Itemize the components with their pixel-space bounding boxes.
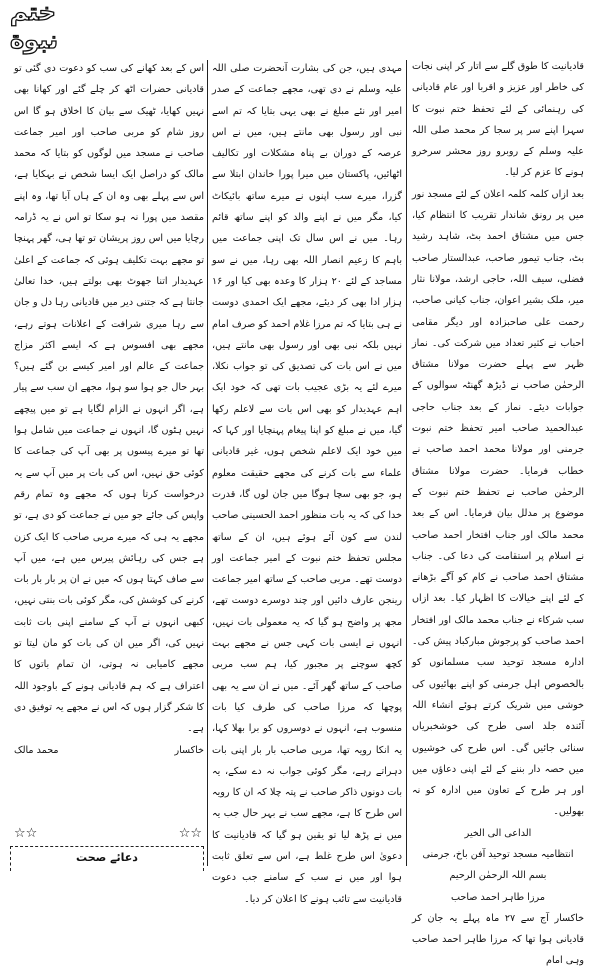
signature-line: انتظامیہ مسجد توحید آفن باخ، جرمنی [422, 848, 574, 860]
column-divider [406, 60, 407, 866]
paragraph: بعد ازاں کلمہ کلمہ اعلان کے لئے مسجد نور میں پر رونق شاندار تقریب کا انتظام کیا، جس میں مشتاق احمد بٹ، شاہد رشید بٹ، جناب تیمور صاحب، عبدالستار صاحب فضلی، سیف اللہ، حاجی ارشد، مولانا نثار میر، ملک بشیر اعوان، جناب کیانی صاحب، رحمت علی صاحبزادہ اور دیگر مقامی احباب نے کثیر تعداد میں شرکت کی۔ نماز ظہر سے پہلے حضرت مولانا مشتاق الرحمٰن صاحب نے ڈیڑھ گھنٹہ سوالوں کے جوابات دیئے۔ نماز کے بعد جناب حاجی عبدالحمید صاحب امیر تحفظ ختم نبوت جرمنی اور مولانا محمد احمد صاحب نے خطاب فرمایا۔ حضرت مولانا مشتاق الرحمٰن صاحب نے تحفظ ختم نبوت کے موضوع پر مدلل بیان فرمایا۔ اس کے بعد محمد مالک اور جناب افتخار احمد صاحب نے اسلام پر استقامت کی دعا کی۔ جناب مشتاق احمد صاحب نے کام کو آگے بڑھانے کے لئے اپنے خیالات کا اظہار کیا۔ بعد ازاں سب شرکاء نے جناب محمد مالک اور افتخار احمد صاحب کو پرجوش مبارکباد پیش کی۔ ادارہ مسجد توحید سب مسلمانوں کو بالخصوص اہل جرمنی کو اپنے بھائیوں کی خوشی میں شریک کرتے ہوئے انشاء اللہ آئندہ جلد اسی طرح کی خوشخبریاں سنائی جائیں گی۔ اس طرح کی خوشیوں میں حصہ دار بننے کے لئے اپنی دعاؤں میں اور ہر طرح کے تعاون میں ادارہ کو نہ بھولیں۔ [412, 188, 584, 818]
signature-line: مرزا طاہر احمد صاحب [451, 891, 545, 903]
signature-closing: خاکسار [174, 744, 204, 756]
masthead-title: ختم نبوة [10, 0, 59, 54]
paragraph: خاکسار آج سے ۲۷ ماہ پہلے یہ جان کر قادیانی ہوا تھا کہ مرزا طاہر احمد صاحب وہی امام [412, 912, 584, 967]
star-icon: ☆☆ [14, 826, 38, 841]
paragraph: مہدی ہیں، جن کی بشارت آنحضرت صلی اللہ علیہ وسلم نے دی تھی، مجھے جماعت کے صدر امیر اور نئے مبلغ نے بھی یہی بتایا کہ تم اسے نبی اور رسول بھی مانتے ہیں، میں نے اس عرصہ کے دوران بے پناہ مشکلات اور تکالیف اٹھائیں، پاکستان میں میرا پورا خاندان ابتلا سے گزرا، میرے سب اپنوں نے میرے ساتھ بائیکاٹ کیا، مگر میں نے اپنے والد کو اپنے ساتھ قائم رہا۔ میں نے اس سال تک اپنی جماعت میں باہم کا زعیم انصار اللہ بھی رہا، میں نے سو مساجد کے لئے ۲۰ ہزار کا وعدہ بھی کیا اور ۱۶ ہزار ادا بھی کر دیئے، مجھے ایک احمدی دوست نے ہی بتایا کہ تم مرزا غلام احمد کو صرف امام نہیں بلکہ نبی بھی اور رسول بھی مانتے ہیں، میں نے اس بات کی تصدیق کی تو جواب نکلا، میرے لئے یہ بڑی عجیب بات تھی کہ خود ایک اہم عہدیدار کو بھی اس بات سے لاعلم رکھا گیا، میں نے مبلغ کو اپنا پیغام پہنچایا اور کہا کہ میں خود ایک لاعلم شخص ہوں، غیر قادیانی علماء سے بات کرنے کی مجھے حقیقت معلوم ہو، جو بھی سچا ہوگا میں جان لوں گا، قدرت خدا کی کہ یہ بات منظور احمد الحسینی صاحب لندن سے کون آئے ہوئے ہیں، ان کے ساتھ مجلس تحفظ ختم نبوت کے امیر جماعت اور دوست تھے۔ مربی صاحب کے ساتھ امیر جماعت رینجن عارف دائیں اور چند دوسرے دوست تھے، مجھ پر واضح ہو گیا کہ یہ معمولی بات نہیں، انہوں نے ایسی بات کہی جس نے مجھے بہت کچھ سوچنے پر مجبور کیا، ہم سب مربی صاحب کے ساتھ گھر آئے۔ میں نے ان سے یہ بھی پوچھا کہ مرزا صاحب کی طرف کیا بات منسوب ہے، انہوں نے دوسروں کو برا بھلا کہا، یہ انکا رویہ تھا، مربی صاحب بار بار اپنی بات دہراتے رہے، مگر کوئی جواب نہ دے سکے، یہ بات دونوں ذاکر صاحب نے پتہ چلا کہ ان کا رویہ اس طرح کا ہے، مجھے سب نے بہر حال جب یہ میں نے پڑھ لیا تو یقین ہو گیا کہ قادیانیت کا دعویٰ اس طرح غلط ہے، اس سے تعلق ثابت ہوا اور میں نے سب کے سامنے جب دعوت قادیانیت سے تائب ہونے کا اعلان کر دیا۔ [212, 63, 402, 905]
dua-box [10, 846, 204, 871]
star-icon: ☆☆ [178, 826, 202, 841]
paragraph: قادیانیت کا طوق گلے سے اتار کر اپنی نجات کی خاطر اور عزیز و اقربا اور عام قادیانی کی رہنمائی کے لئے تحفظ ختم نبوت کا سہرا اپنے سر پر سجا کر محمد صلی اللہ علیہ وسلم کے روبرو روز محشر سرخرو ہونے کا عزم کر لیا۔ [412, 61, 584, 179]
masthead-logo [10, 0, 110, 54]
column-divider [207, 60, 208, 866]
signature-author: محمد مالک [14, 744, 59, 756]
separator-stars [14, 826, 202, 841]
dua-box-title: دعائے صحت [76, 851, 138, 864]
article-column-middle [212, 58, 402, 905]
signature-block [14, 740, 204, 761]
paragraph: اس کے بعد کھانے کی سب کو دعوت دی گئی تو قادیانی حضرات اٹھ کر چلے گئے اور کھانا بھی نہیں کھایا، ٹھیک سے بیان کا اخلاق ہو گا اس روز شام کو مربی صاحب اور امیر جماعت صاحب نے مسجد میں لوگوں کو بتایا کہ محمد مالک کو دراصل ایک ایسا شخص نے بہکایا ہے، اس سے پہلے بھی وہ ان کے ہاں آیا تھا، وہ اپنے مقصد میں پورا نہ ہو سکا تو اس نے یہ ڈرامہ رچایا میں اس روز پریشان تو تھا ہی، گھر پہنچا تو مجھے بہت تکلیف ہوئی کہ جماعت کے اعلیٰ عہدیدار اتنا جھوٹ بھی بولتے ہیں، خدا تعالیٰ جانتا ہے کہ جتنی دیر میں قادیانی رہا دل و جان سے رہا میری شرافت کے اعلانات ہوتے رہے، مجھے بھی افسوس ہے کہ ایسے اکثر مزاج جماعت کے عالم اور امیر کیسے بن گئے ہیں؟ بہر حال جو ہوا سو ہوا، مجھے ان سب سے پیار ہے، اگر انہوں نے الزام لگایا ہے تو میں پیچھے نہیں ہٹوں گا، انہوں نے جماعت میں شامل ہوا تھا تو میرے پیسوں پر بھی آپ کی جماعت کا کوئی حق نہیں، اس کی بات پر میں آپ سے یہ درخواست کرتا ہوں کہ مجھے وہ تمام رقم واپس کی جائے جو میں نے جماعت کو دی ہے، تو مجھے یہ ہی کہ میرے مربی صاحب کا ایک کزن ہے جس کی رہائش پیرس میں ہے، میں آپ سے صاف کہتا ہوں کہ میں نے ان پر بار بار بات کرنے کی کوشش کی، مگر کوئی بات بنتی نہیں، کبھی انہوں نے آپ کے سامنے اپنی بات ثابت نہیں کی، اگر میں ان کی بات کو مان لیتا تو مجھے کامیابی نہ ہوتی، ان تمام باتوں کا اعتراف ہے کہ ہم قادیانی ہونے کے باوجود اللہ کا شکر گزار ہوں کہ اس نے مجھے یہ توفیق دی ہے۔ [14, 63, 204, 735]
signature-line: الداعی الی الخیر [464, 827, 532, 839]
article-column-right [412, 56, 584, 967]
signature-line: بسم اللہ الرحمٰن الرحیم [449, 870, 547, 882]
article-column-left [14, 58, 204, 818]
